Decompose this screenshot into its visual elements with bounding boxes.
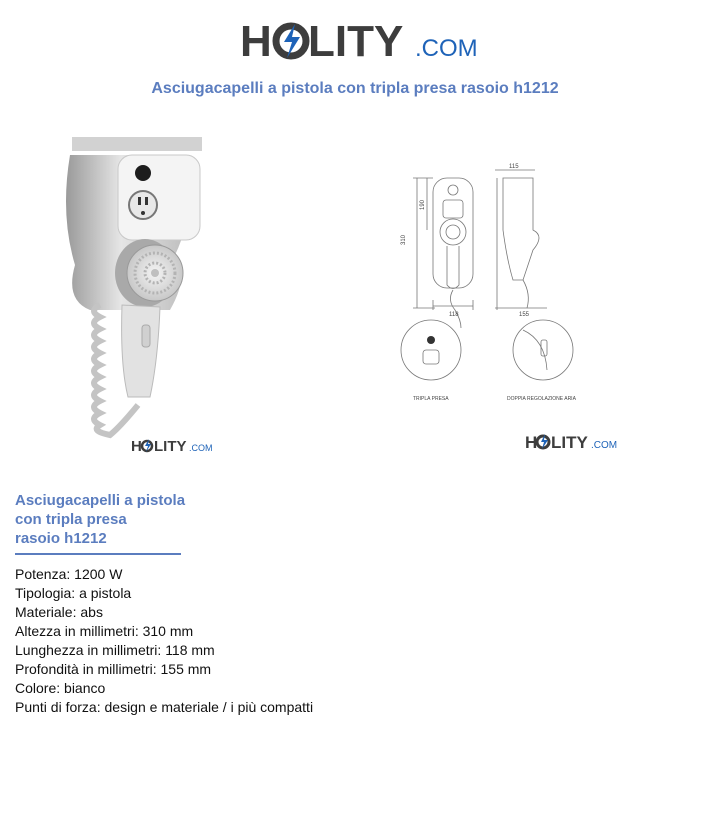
spec-item: Punti di forza: design e materiale / i più compatti: [15, 699, 314, 715]
spec-label: Lunghezza in millimetri: [15, 642, 158, 658]
hair-dryer-photo-icon: [50, 135, 210, 455]
spec-value: 310 mm: [142, 623, 194, 639]
dim-height-upper: 190: [420, 199, 426, 210]
spec-label: Potenza: [15, 566, 67, 582]
dim-height-total: 310: [401, 234, 407, 245]
product-title-line: con tripla presa: [15, 511, 127, 528]
brand-logo-small-right: [525, 432, 618, 457]
spec-value: 1200 W: [74, 566, 123, 582]
holity-logo-icon: [131, 437, 213, 455]
spec-value: abs: [80, 604, 103, 620]
spec-item: Tipologia: a pistola: [15, 585, 132, 601]
product-photo: [50, 135, 210, 455]
spec-item: Lunghezza in millimetri: 118 mm: [15, 642, 215, 658]
product-title-line: Asciugacapelli a pistola: [15, 492, 186, 509]
svg-text:H: H: [240, 17, 272, 66]
spec-label: Profondità in millimetri: [15, 661, 153, 677]
brand-logo[interactable]: [0, 18, 720, 69]
spec-label: Tipologia: [15, 585, 72, 601]
spec-value: design e materiale / i più compatti: [104, 699, 314, 715]
title-divider: [15, 553, 181, 555]
product-title-line: rasoio h1212: [15, 530, 107, 547]
svg-text:LITY: LITY: [551, 433, 588, 452]
dim-depth-bottom: 155: [519, 312, 530, 318]
product-title: [15, 491, 215, 548]
product-header-title: Asciugacapelli a pistola con tripla presa rasoio h1212: [151, 80, 559, 97]
holity-logo-icon: [525, 432, 618, 452]
holity-logo-icon: [240, 18, 480, 64]
svg-text:LITY: LITY: [154, 438, 187, 455]
svg-text:H: H: [131, 438, 142, 455]
dimension-drawing-icon: [395, 160, 595, 420]
svg-text:LITY: LITY: [308, 17, 404, 66]
spec-label: Altezza in millimetri: [15, 623, 135, 639]
dim-depth-top: 115: [509, 164, 519, 170]
spec-value: bianco: [64, 680, 106, 696]
caption-air: DOPPIA REGOLAZIONE ARIA: [507, 396, 576, 402]
spec-label: Colore: [15, 680, 57, 696]
spec-item: Profondità in millimetri: 155 mm: [15, 661, 212, 677]
spec-label: Materiale: [15, 604, 73, 620]
spec-item: Materiale: abs: [15, 604, 103, 620]
spec-item: Altezza in millimetri: 310 mm: [15, 623, 194, 639]
svg-text:.COM: .COM: [189, 443, 213, 453]
spec-value: a pistola: [79, 585, 132, 601]
spec-value: 118 mm: [165, 642, 215, 658]
spec-item: Colore: bianco: [15, 680, 106, 696]
svg-text:.COM: .COM: [415, 35, 478, 62]
brand-logo-small: [131, 437, 213, 460]
caption-socket: TRIPLA PRESA: [413, 396, 449, 402]
svg-text:.COM: .COM: [591, 440, 618, 451]
spec-value: 155 mm: [160, 661, 212, 677]
svg-text:H: H: [525, 433, 538, 452]
spec-label: Punti di forza: [15, 699, 97, 715]
spec-list: [15, 565, 313, 717]
spec-item: Potenza: 1200 W: [15, 566, 123, 582]
technical-drawing: [395, 160, 595, 420]
dim-width-front: 118: [449, 312, 459, 318]
